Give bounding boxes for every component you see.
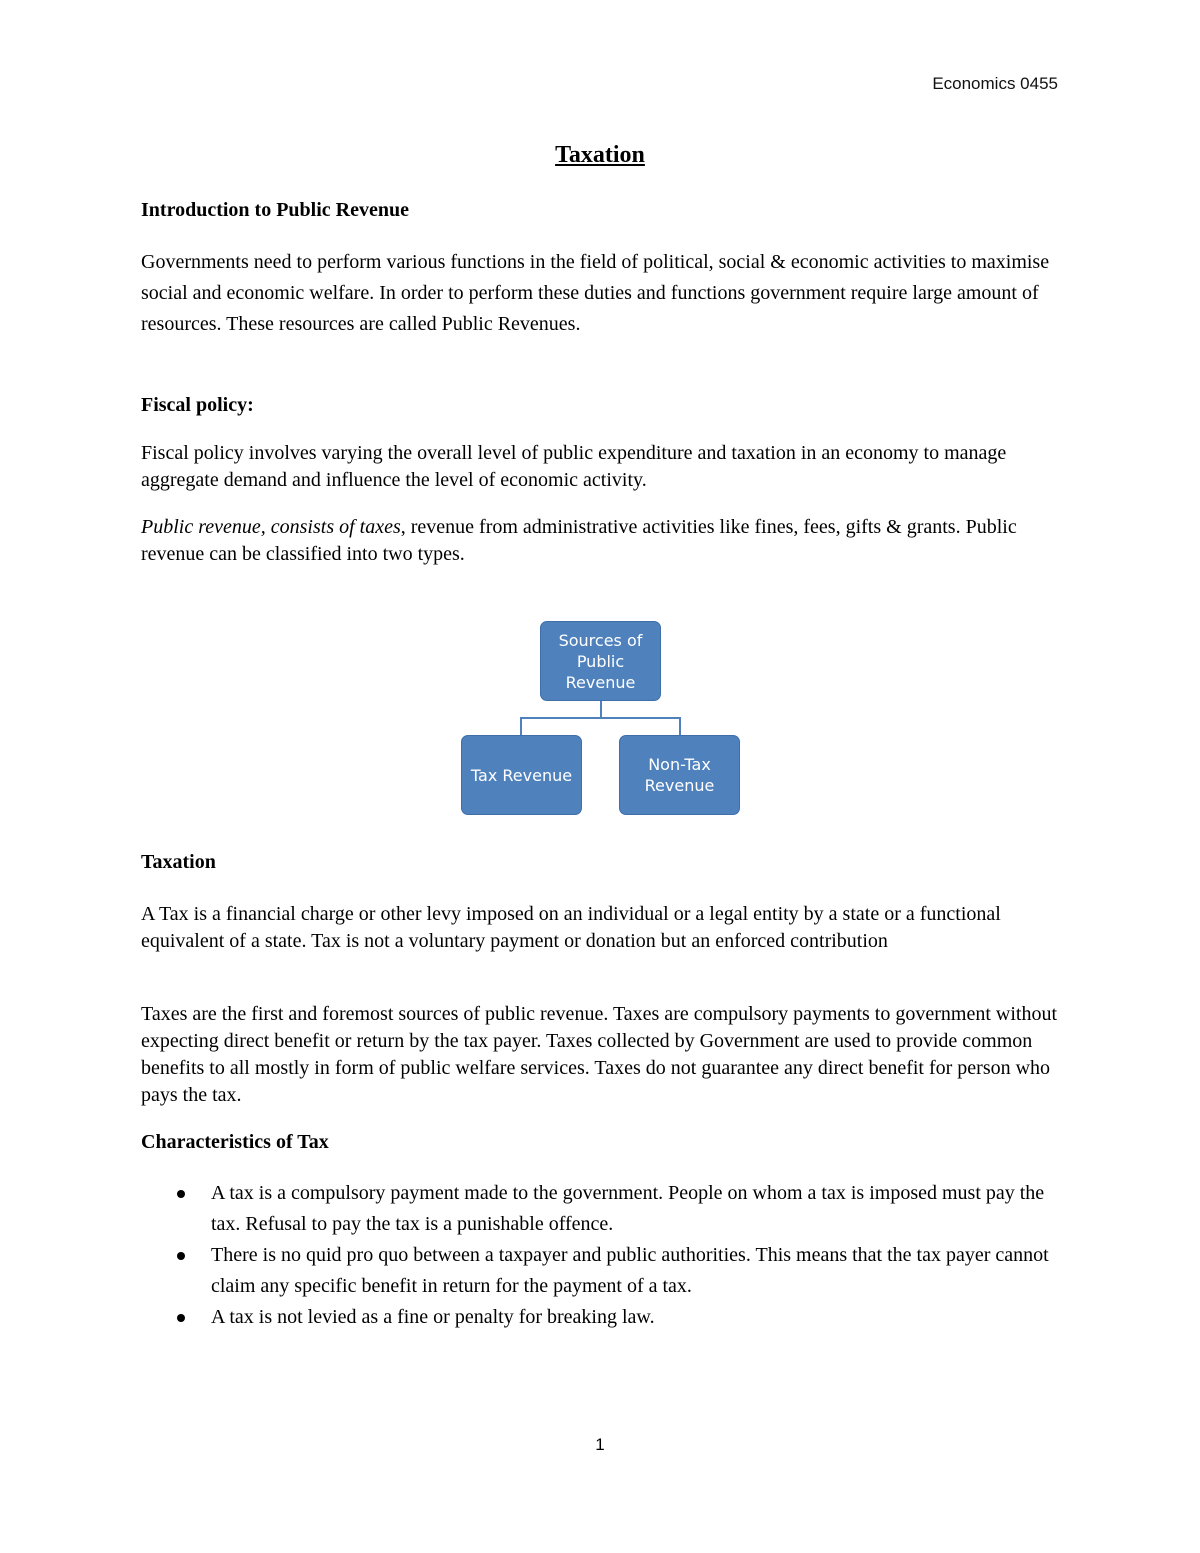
page-title: Taxation bbox=[555, 142, 645, 168]
public-revenue-rest: , revenue from administrative activities like fines, fees, gifts & grants. Public revenue can be classified into two types. bbox=[141, 516, 1017, 565]
taxation-paragraph-1: A Tax is a financial charge or other levy imposed on an individual or a legal entity by a state or a functional equivalent of a state. Tax is not a voluntary payment or donation but an enforced contribution bbox=[141, 903, 1001, 952]
list-item: A tax is not levied as a fine or penalty for breaking law. bbox=[141, 1302, 1061, 1333]
characteristics-list bbox=[141, 1178, 1061, 1333]
intro-heading: Introduction to Public Revenue bbox=[141, 199, 409, 221]
page-number: 1 bbox=[595, 1435, 605, 1454]
diagram-connector-stem bbox=[600, 701, 602, 718]
bullet-icon bbox=[177, 1190, 185, 1198]
public-revenue-italic: Public revenue, consists of taxes bbox=[141, 516, 401, 538]
list-item: A tax is a compulsory payment made to the government. People on whom a tax is imposed must pay the tax. Refusal to pay the tax is a punishable offence. bbox=[141, 1178, 1061, 1240]
public-revenue-paragraph bbox=[141, 514, 1061, 568]
taxation-paragraph-2: Taxes are the first and foremost sources of public revenue. Taxes are compulsory payments to government without expecting direct benefit or return by the tax payer. Taxes collected by Government are used to provide common benefits to all mostly in form of public welfare services. Taxes do not guarantee any direct benefit for person who pays the tax. bbox=[141, 1003, 1058, 1106]
diagram-connector-right bbox=[679, 717, 681, 735]
diagram-connector-bar bbox=[520, 717, 681, 719]
diagram-connector-left bbox=[520, 717, 522, 735]
fiscal-paragraph: Fiscal policy involves varying the overall level of public expenditure and taxation in an economy to manage aggregate demand and influence the level of economic activity. bbox=[141, 442, 1007, 491]
diagram-root-box: Sources of Public Revenue bbox=[540, 621, 661, 701]
characteristics-heading: Characteristics of Tax bbox=[141, 1131, 329, 1153]
intro-paragraph: Governments need to perform various functions in the field of political, social & economic activities to maximise social and economic welfare. In order to perform these duties and functions government require large amount of resources. These resources are called Public Revenues. bbox=[141, 251, 1050, 335]
taxation-heading: Taxation bbox=[141, 851, 216, 873]
diagram-non-tax-revenue-box: Non-Tax Revenue bbox=[619, 735, 740, 815]
page-header-course: Economics 0455 bbox=[932, 74, 1058, 93]
list-item: There is no quid pro quo between a taxpayer and public authorities. This means that the tax payer cannot claim any specific benefit in return for the payment of a tax. bbox=[141, 1240, 1061, 1302]
fiscal-heading: Fiscal policy: bbox=[141, 394, 254, 416]
diagram-tax-revenue-box: Tax Revenue bbox=[461, 735, 582, 815]
bullet-icon bbox=[177, 1252, 185, 1260]
bullet-icon bbox=[177, 1314, 185, 1322]
